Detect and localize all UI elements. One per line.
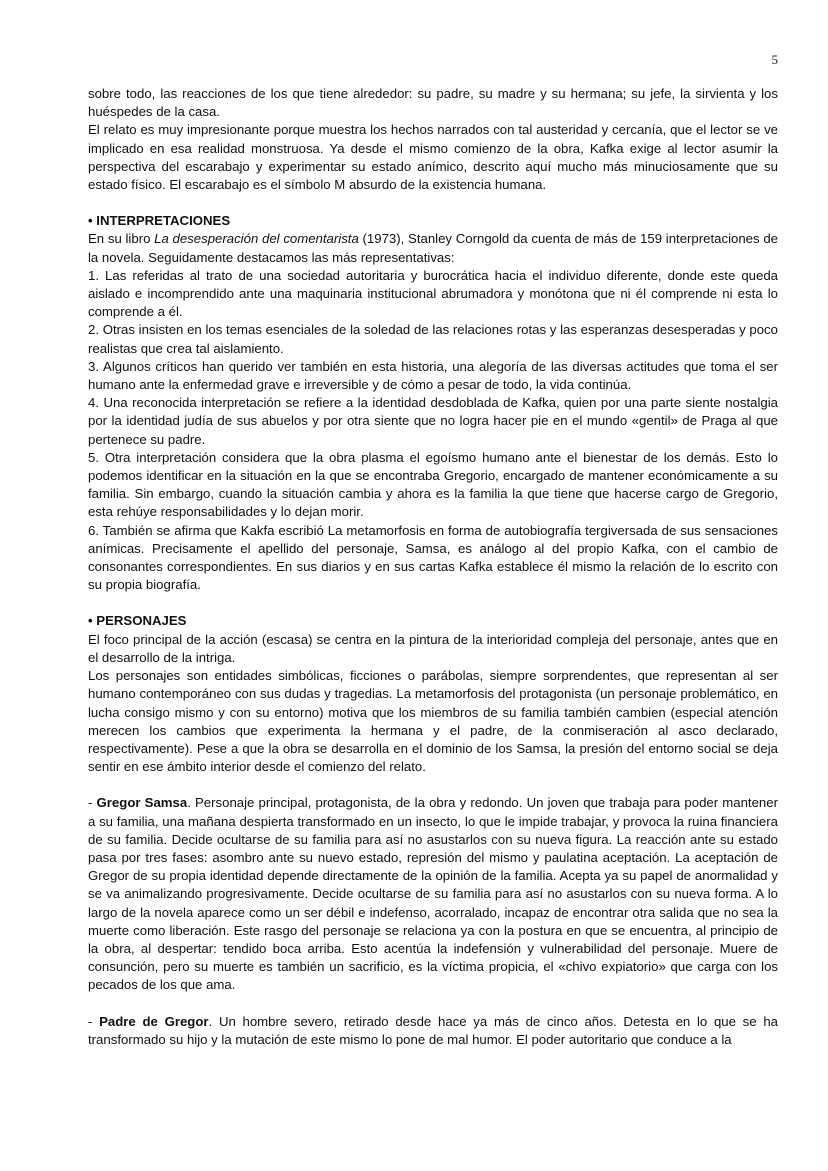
section-heading-personajes: • PERSONAJES xyxy=(88,613,187,629)
personajes-paragraph-2: Los personajes son entidades simbólicas, ficciones o parábolas, siempre sorprendentes, que representan al ser humano contemporáneo con sus dudas y tragedias. La metamorfosis del protagonista (un personaje problemático, en lucha consigo mismo y con su entorno) motiva que los miembros de su familia también cambien (especial atención merecen los cambios que experimenta la hermana y el padre, de la conmiseración al asco declarado, respectivamente). Pese a que la obra se desarrolla en el dominio de los Samsa, la presión del entorno social se deja sentir en ese ámbito interior desde el comienzo del relato. xyxy=(88,668,778,775)
interpretation-item-2: 2. Otras insisten en los temas esenciales de la soledad de las relaciones rotas y las esperanzas desesperadas y poco realistas que crea tal aislamiento. xyxy=(88,322,778,356)
interpretation-item-6: 6. También se afirma que Kakfa escribió La metamorfosis en forma de autobiografía tergiversada de sus sensaciones anímicas. Precisamente el apellido del personaje, Samsa, es análogo al del propio Kafka, con el cambio de consonantes correspondientes. En sus diarios y en sus cartas Kafka establece él mismo la relación de lo escrito con su propia biografía. xyxy=(88,522,778,593)
character-padre xyxy=(88,1013,778,1049)
character-dash: - xyxy=(88,795,97,811)
interpretation-item-4: 4. Una reconocida interpretación se refiere a la identidad desdoblada de Kafka, quien por una parte siente nostalgia por la identidad judía de sus abuelos y por otra siente que no logra hacer pie en el mundo «gentil» de Praga al que pertenece su padre. xyxy=(88,395,778,447)
character-description-gregor: . Personaje principal, protagonista, de la obra y redondo. Un joven que trabaja para poder mantener a su familia, una mañana despierta transformado en un insecto, lo que le impide trabajar, y provoca la ruina financiera de su familia. Decide ocultarse de su familia para así no asustarlos con su nueva figura. La reacción ante su estado pasa por tres fases: asombro ante su nuevo estado, represión del mismo y paulatina aceptación. La aceptación de Gregor de su propia identidad depende directamente de la opinión de la familia. Acepta ya su papel de anormalidad y se va animalizando progresivamente. Decide ocultarse de su familia para así no asustarlos con su nueva forma. A lo largo de la novela aparece como un ser débil e indefenso, acorralado, incapaz de encontrar otra salida que no sea la muerte como liberación. Este rasgo del personaje se relaciona ya con la postura en que se encuentra, al principio de la obra, al despertar: tendido boca arriba. Esto acentúa la indefensión y vulnerabilidad del personaje. Muere de consunción, pero su muerte es también un sacrificio, es la víctima propicia, el «chivo expiatorio» que carga con los pecados de los que ama. xyxy=(88,795,778,993)
intro-paragraph-1: sobre todo, las reacciones de los que tiene alrededor: su padre, su madre y su hermana; su jefe, la sirvienta y los huéspedes de la casa. xyxy=(88,86,778,120)
interpretation-item-3: 3. Algunos críticos han querido ver también en esta historia, una alegoría de las diversas actitudes que toma el ser humano ante la enfermedad grave e irreversible y de cómo a pesar de todo, la vida continúa. xyxy=(88,358,778,393)
section-spacer xyxy=(88,995,778,1013)
section-spacer xyxy=(88,594,778,612)
interpretaciones-intro-start: En su libro xyxy=(88,231,155,247)
interpretation-item-1: 1. Las referidas al trato de una sociedad autoritaria y burocrática hacia el individuo diferente, donde este queda aislado e incomprendido ante una maquinaria institucional abrumadora y monótona que ni él comprende ni esta lo comprende a él. xyxy=(88,267,778,320)
personajes-paragraph-1: El foco principal de la acción (escasa) se centra en la pintura de la interioridad compleja del personaje, antes que en el desarrollo de la intriga. xyxy=(88,631,778,665)
character-dash: - xyxy=(88,1013,100,1029)
interpretation-item-5: 5. Otra interpretación considera que la obra plasma el egoísmo humano ante el bienestar de los demás. Esto lo podemos identificar en la situación en la que se encontraba Gregorio, encargado de mantener económicamente a su familia. Sin embargo, cuando la situación cambia y ahora es la familia la que tiene que hacerse cargo de Gregorio, esta rehúye responsabilidades y lo dejan morir. xyxy=(88,449,778,520)
character-name-gregor: Gregor Samsa xyxy=(96,795,188,811)
page-number: 5 xyxy=(771,52,778,67)
intro-paragraph-2: El relato es muy impresionante porque muestra los hechos narrados con tal austeridad y cercanía, que el lector se ve implicado en esa realidad monstruosa. Ya desde el mismo comienzo de la obra, Kafka exige al lector asumir la perspectiva del escarabajo y experimentar su estado anímico, descrito aquí mucho más minuciosamente que su estado físico. El escarabajo es el símbolo M absurdo de la existencia humana. xyxy=(88,122,778,193)
interpretaciones-intro-end: (1973), Stanley Corngold da cuenta de más de 159 interpretaciones de la novela. Seguidamente destacamos las más representativas: xyxy=(88,231,778,265)
section-spacer xyxy=(88,194,778,212)
page-body xyxy=(88,85,778,1049)
interpretaciones-intro xyxy=(88,230,778,266)
section-heading-interpretaciones: • INTERPRETACIONES xyxy=(88,213,231,229)
book-title: La desesperación del comentarista xyxy=(154,231,359,247)
character-description-padre: . Un hombre severo, retirado desde hace ya más de cinco años. Detesta en lo que se ha transformado su hijo y la mutación de este mismo lo pone de mal humor. El poder autoritario que conduce a la xyxy=(88,1013,778,1047)
section-spacer xyxy=(88,776,778,794)
character-name-padre: Padre de Gregor xyxy=(99,1013,209,1029)
character-gregor xyxy=(88,794,778,994)
